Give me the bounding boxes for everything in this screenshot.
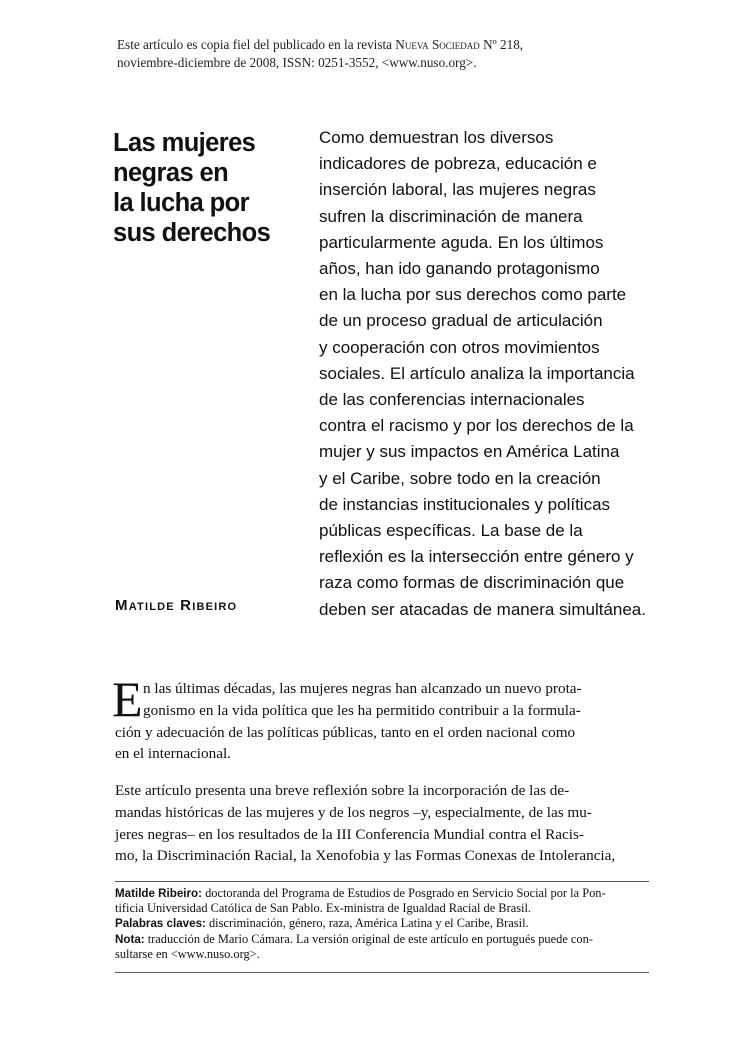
abstract-line: contra el racismo y por los derechos de la (319, 416, 634, 436)
abstract-line: raza como formas de discriminación que (319, 573, 625, 593)
author-name: Matilde Ribeiro (115, 597, 238, 614)
notice-text: Este artículo es copia fiel del publicado en la revista (117, 37, 396, 52)
footnote-author-line-1 (115, 886, 649, 901)
body-line: mo, la Discriminación Racial, la Xenofobia y las Formas Conexas de Intolerancia, (115, 847, 616, 865)
footnote-text: discriminación, género, raza, América Latina y el Caribe, Brasil. (205, 916, 529, 931)
abstract (319, 125, 664, 623)
abstract-line: y el Caribe, sobre todo en la creación (319, 468, 601, 488)
body-line: en el internacional. (115, 745, 231, 763)
journal-name: Nueva Sociedad (395, 37, 480, 52)
footnote-keywords (115, 916, 649, 931)
abstract-line: sociales. El artículo analiza la importancia (319, 363, 635, 383)
drop-cap: E (112, 671, 143, 727)
footnote-label: Palabras claves: (115, 917, 206, 931)
abstract-line: de instancias institucionales y políticas (319, 494, 611, 514)
abstract-line: mujer y sus impactos en América Latina (319, 442, 620, 462)
footnotes (115, 886, 649, 962)
footnote-text: doctoranda del Programa de Estudios de Posgrado en Servicio Social por la Pon- (201, 886, 606, 900)
body-paragraph-2 (115, 780, 648, 867)
publication-notice-line-1 (117, 36, 677, 54)
body-line: n las últimas décadas, las mujeres negras han alcanzado un nuevo prota- (143, 680, 582, 697)
footnote-label: Nota: (115, 932, 145, 946)
abstract-line: de las conferencias internacionales (319, 390, 585, 410)
title-line: Las mujeres (113, 129, 256, 157)
abstract-line: Como demuestran los diversos (319, 128, 554, 147)
footnote-divider-bottom (115, 972, 649, 973)
issue-number: Nº 218, (479, 37, 524, 52)
footnote-text: traducción de Mario Cámara. La versión original de este artículo en portugués puede con- (144, 931, 593, 946)
abstract-line: reflexión es la intersección entre género y (319, 547, 634, 567)
title-line: la lucha por (113, 189, 249, 217)
abstract-line: sufren la discriminación de manera (319, 206, 583, 226)
body-line: jeres negras– en los resultados de la III Conferencia Mundial contra el Racis- (115, 825, 584, 843)
body-line: ción y adecuación de las políticas públicas, tanto en el orden nacional como (115, 723, 576, 741)
abstract-line: públicas específicas. La base de la (319, 521, 583, 541)
footnote-author-line-2: tificia Universidad Católica de San Pablo. Ex-ministra de Igualdad Racial de Brasil. (115, 901, 531, 916)
publication-notice (117, 36, 677, 72)
footnote-divider-top (115, 881, 649, 882)
publication-notice-line-2: noviembre-diciembre de 2008, ISSN: 0251-3552, <www.nuso.org>. (117, 55, 477, 70)
abstract-line: indicadores de pobreza, educación e (319, 154, 597, 174)
abstract-line: en la lucha por sus derechos como parte (319, 285, 627, 305)
body-line: Este artículo presenta una breve reflexión sobre la incorporación de las de- (115, 782, 570, 799)
title-line: negras en (113, 159, 229, 187)
article-title (113, 128, 303, 248)
footnote-note-line-1 (115, 932, 649, 947)
body-line: gonismo en la vida política que les ha permitido contribuir a la formula- (143, 701, 581, 719)
abstract-line: años, han ido ganando protagonismo (319, 259, 600, 279)
abstract-line: y cooperación con otros movimientos (319, 337, 600, 357)
body-line: mandas históricas de las mujeres y de los negros –y, especialmente, de las mu- (115, 803, 592, 821)
abstract-line: de un proceso gradual de articulación (319, 311, 603, 331)
body-paragraph-1 (112, 671, 648, 765)
title-line: sus derechos (113, 219, 271, 247)
footnote-label: Matilde Ribeiro: (115, 887, 202, 900)
abstract-line: particularmente aguda. En los últimos (319, 232, 604, 252)
footnote-note-line-2: sultarse en <www.nuso.org>. (115, 946, 260, 961)
abstract-line: deben ser atacadas de manera simultánea. (319, 599, 646, 619)
abstract-line: inserción laboral, las mujeres negras (319, 180, 596, 200)
